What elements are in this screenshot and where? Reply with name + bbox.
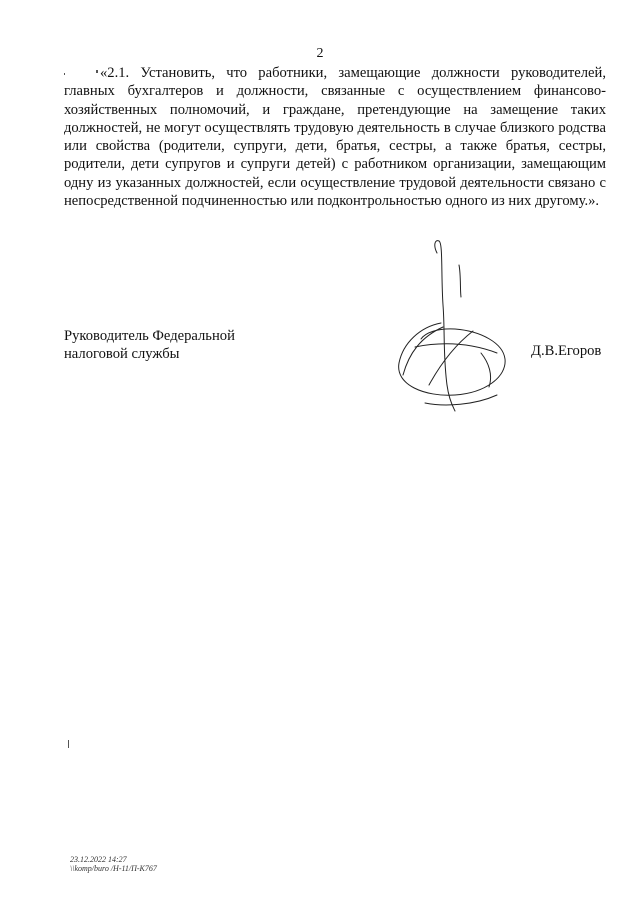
signer-title (64, 327, 235, 364)
body-paragraph: «2.1. Установить, что работники, замещающие должности руководителей, главных бухгалтеров и должности, связанные с осуществлением финансово-хозяйственных полномочий, и граждане, претендующие на замещение таких должностей, не могут осуществлять трудовую деятельность в случае близкого родства или свойства (родители, супруги, дети, братья, сестры, а также братья, сестры, родители, дети супругов и супруги детей) с работником организации, замещающим одну из указанных должностей, если осуществление трудовой деятельности связано с непосредственной подчиненностью или подконтрольностью одного из них другому.». (64, 65, 606, 210)
signer-name: Д.В.Егоров (531, 343, 602, 359)
signer-title-line-2: налоговой службы (64, 346, 180, 363)
scan-mark (64, 73, 65, 75)
scan-mark (96, 70, 98, 73)
footer-code: \\komp/buro /Н-11/П-К767 (70, 864, 157, 873)
scan-mark (68, 740, 69, 748)
page-number: 2 (316, 46, 324, 61)
document-footer (70, 855, 157, 873)
footer-date: 23.12.2022 14:27 (70, 855, 127, 864)
handwritten-signature (385, 235, 515, 415)
signer-title-line-1: Руководитель Федеральной (64, 328, 235, 344)
